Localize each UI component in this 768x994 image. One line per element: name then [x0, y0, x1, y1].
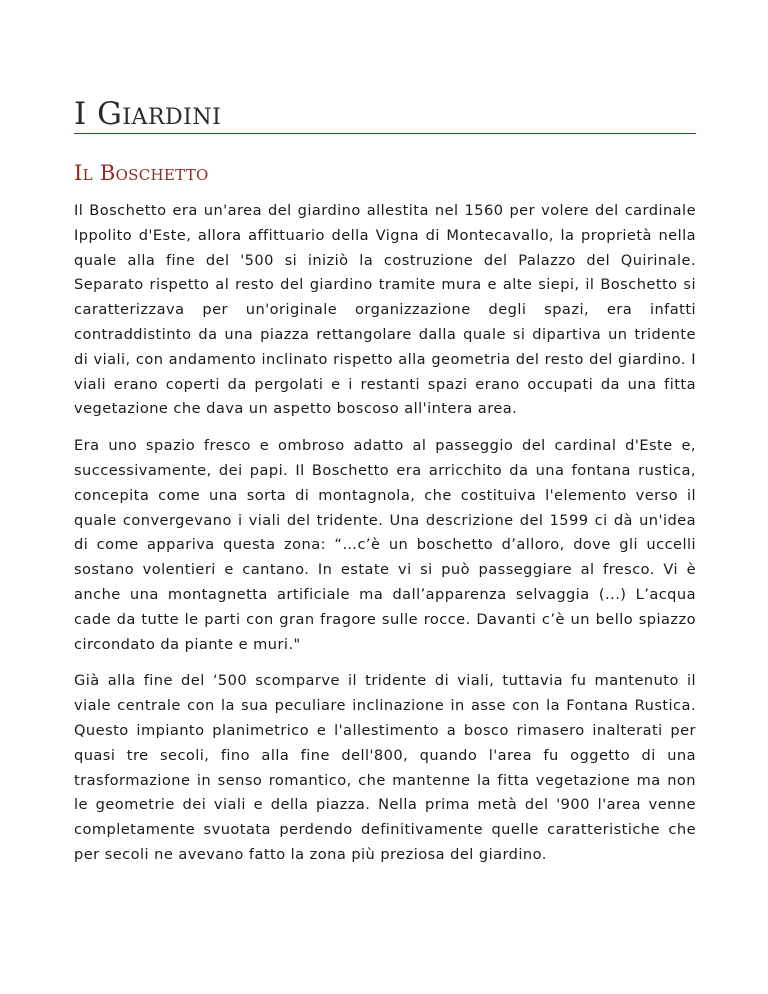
paragraph-2: Era uno spazio fresco e ombroso adatto al passeggio del cardinal d'Este e, successivamente, dei papi. Il Boschetto era arricchito da una fontana rustica, concepita come una sorta di montagnola, che costituiva l'elemento verso il quale convergevano i viali del tridente. Una descrizione del 1599 ci dà un'idea di come appariva questa zona: “…c’è un boschetto d’alloro, dove gli uccelli sostano volentieri e cantano. In estate vi si può passeggiare al fresco. Vi è anche una montagnetta artificiale ma dall’apparenza selvaggia (...) L’acqua cade da tutte le parti con gran fragore sulle rocce. Davanti c’è un bello spiazzo circondato da piante e muri."	[74, 437, 696, 653]
paragraph-3: Già alla fine del ‘500 scomparve il tridente di viali, tuttavia fu mantenuto il viale centrale con la sua peculiare inclinazione in asse con la Fontana Rustica. Questo impianto planimetrico e l'allestimento a bosco rimasero inalterati per quasi tre secoli, fino alla fine dell'800, quando l'area fu oggetto di una trasformazione in senso romantico, che mantenne la fitta vegetazione ma non le geometrie dei viali e della piazza. Nella prima metà del '900 l'area venne completamente svuotata perdendo definitivamente quelle caratteristiche che per secoli ne avevano fatto la zona più preziosa del giardino.	[74, 672, 696, 863]
page-title: I Giardini	[74, 96, 222, 132]
title-underline	[74, 133, 696, 134]
section-heading: Il Boschetto	[74, 161, 209, 185]
paragraph-1: Il Boschetto era un'area del giardino allestita nel 1560 per volere del cardinale Ippolito d'Este, allora affittuario della Vigna di Montecavallo, la proprietà nella quale alla fine del '500 si iniziò la costruzione del Palazzo del Quirinale. Separato rispetto al resto del giardino tramite mura e alte siepi, il Boschetto si caratterizzava per un'originale organizzazione degli spazi, era infatti contraddistinto da una piazza rettangolare dalla quale si dipartiva un tridente di viali, con andamento inclinato rispetto alla geometria del resto del giardino. I viali erano coperti da pergolati e i restanti spazi erano occupati da una fitta vegetazione che dava un aspetto boscoso all'intera area.	[74, 202, 696, 418]
body-text	[74, 199, 696, 880]
